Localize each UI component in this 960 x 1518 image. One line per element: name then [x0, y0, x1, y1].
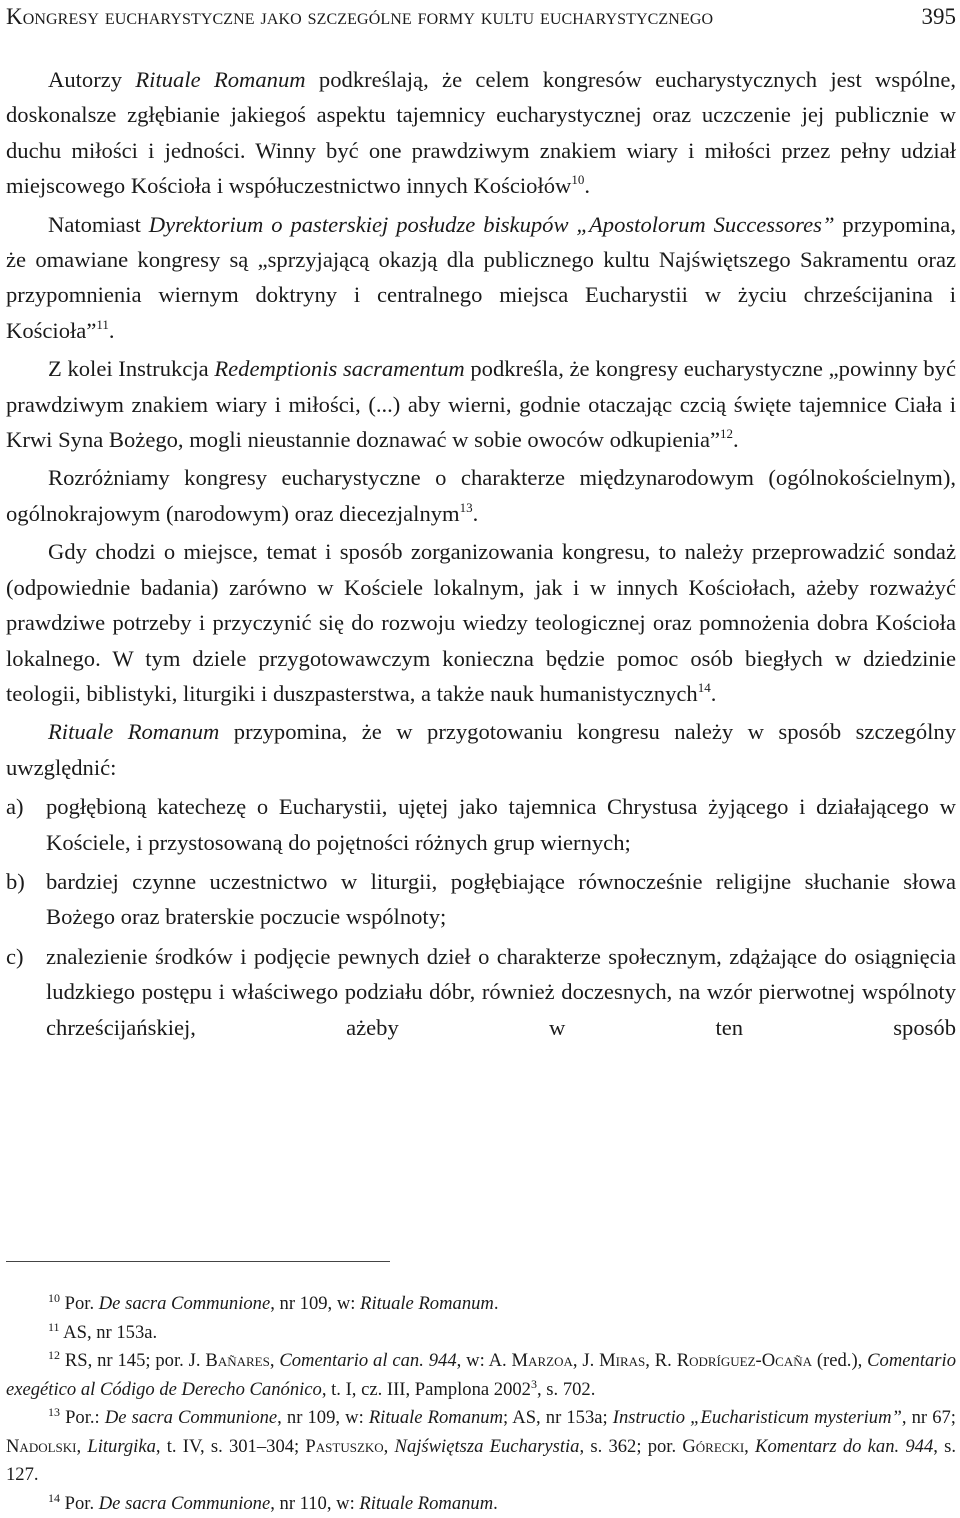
footnote-divider [6, 1261, 390, 1262]
list-marker: a) [6, 789, 46, 860]
list-item-a [6, 789, 956, 860]
footnote-ref-11[interactable]: 11 [96, 317, 109, 332]
footnote-12: $^{12}$ RS, nr 145; por. J. Bañares, Comentario al can. 944, w: A. Marzoa, J. Miras, R. Rodríguez-Ocaña (red.), Comentario exegético al Código de Derecho Canónico, t. I, cz. III, Pamplona 2002$^3$, s. 702. [6, 1347, 956, 1404]
paragraph-5: Gdy chodzi o miejsce, temat i sposób zorganizowania kongresu, to należy przeprowadzić sondaż (odpowiednie badania) zarówno w Kościele lokalnym, jak i w innych Kościołach, ażeby rozważyć prawdziwe potrzeby i przyczynić się do rozwoju wiedzy teologicznej oraz pomnożenia dobra Kościoła lokalnego. W tym dziele przygotowawczym konieczna będzie pomoc osób biegłych w dziedzinie teologii, biblistyki, liturgiki i duszpasterstwa, a także nauk humanistycznych$^{14}$. [6, 534, 956, 711]
paragraph-4: Rozróżniamy kongresy eucharystyczne o charakterze międzynarodowym (ogólnokościelnym), ogólnokrajowym (narodowym) oraz diecezjalnym$^{13}$. [6, 460, 956, 531]
list-text: znalezienie środków i podjęcie pewnych dzieł o charakterze społecznym, zdążające do osiągnięcia ludzkiego postępu i właściwego podziału dóbr, również doczesnych, na wzór pierwotnej wspólnoty chrześcijańskiej, ażeby w ten sposób [46, 939, 956, 1045]
list-text: bardziej czynne uczestnictwo w liturgii, pogłębiające równocześnie religijne słuchanie słowa Bożego oraz braterskie poczucie wspólnoty; [46, 864, 956, 935]
list-marker: b) [6, 864, 46, 935]
list-marker: c) [6, 939, 46, 1045]
footnote-ref-10[interactable]: 10 [571, 172, 584, 187]
paragraph-3: Z kolei Instrukcja Redemptionis sacramentum podkreśla, że kongresy eucharystyczne „powinny być prawdziwym znakiem wiary i miłości, (...) aby wierni, godnie otaczając czcią święte tajemnice Ciała i Krwi Syna Bożego, mogli nieustannie doznawać w sobie owoców odkupienia”$^{12}$. [6, 351, 956, 457]
footnote-ref-12[interactable]: 12 [720, 426, 733, 441]
paragraph-2: Natomiast Dyrektorium o pasterskiej posłudze biskupów „Apostolorum Successores” przypomina, że omawiane kongresy są „sprzyjającą okazją dla publicznego kultu Najświętszego Sakramentu oraz przypomnienia wiernym doktryny i centralnego miejsca Eucharystii w życiu chrześcijanina i Kościoła”$^{11}$. [6, 207, 956, 349]
list-text: pogłębioną katechezę o Eucharystii, ujętej jako tajemnica Chrystusa żyjącego i działającego w Kościele, i przystosowaną do pojętności różnych grup wiernych; [46, 789, 956, 860]
footnote-10: $^{10}$ Por. De sacra Communione, nr 109, w: Rituale Romanum. [6, 1290, 956, 1319]
paragraph-6: Rituale Romanum przypomina, że w przygotowaniu kongresu należy w sposób szczególny uwzględnić: [6, 714, 956, 785]
footnote-13: $^{13}$ Por.: De sacra Communione, nr 109, w: Rituale Romanum; AS, nr 153a; Instructio „Eucharisticum mysterium”, nr 67; Nadolski, Liturgika, t. IV, s. 301–304; Pastuszko, Najświętsza Eucharystia, s. 362; por. Górecki, Komentarz do kan. 944, s. 127. [6, 1404, 956, 1490]
list-item-b [6, 864, 956, 935]
footnote-14: $^{14}$ Por. De sacra Communione, nr 110, w: Rituale Romanum. [6, 1490, 956, 1518]
running-title: Kongresy eucharystyczne jako szczególne formy kultu eucharystycznego [6, 4, 713, 30]
main-text [6, 62, 956, 1045]
footnote-11: $^{11}$ AS, nr 153a. [6, 1319, 956, 1348]
footnote-ref-14[interactable]: 14 [698, 680, 711, 695]
running-header [6, 4, 956, 30]
list-item-c [6, 939, 956, 1045]
page-number: 395 [922, 4, 957, 30]
paragraph-1: Autorzy Rituale Romanum podkreślają, że celem kongresów eucharystycznych jest wspólne, doskonalsze zgłębianie jakiegoś aspektu tajemnicy eucharystycznej oraz uczczenie jej publicznie w duchu miłości i jedności. Winny być one prawdziwym znakiem wiary i miłości przez pełny udział miejscowego Kościoła i współuczestnictwo innych Kościołów$^{10}$. [6, 62, 956, 204]
footnote-ref-13[interactable]: 13 [460, 500, 473, 515]
footnotes [6, 1290, 956, 1518]
